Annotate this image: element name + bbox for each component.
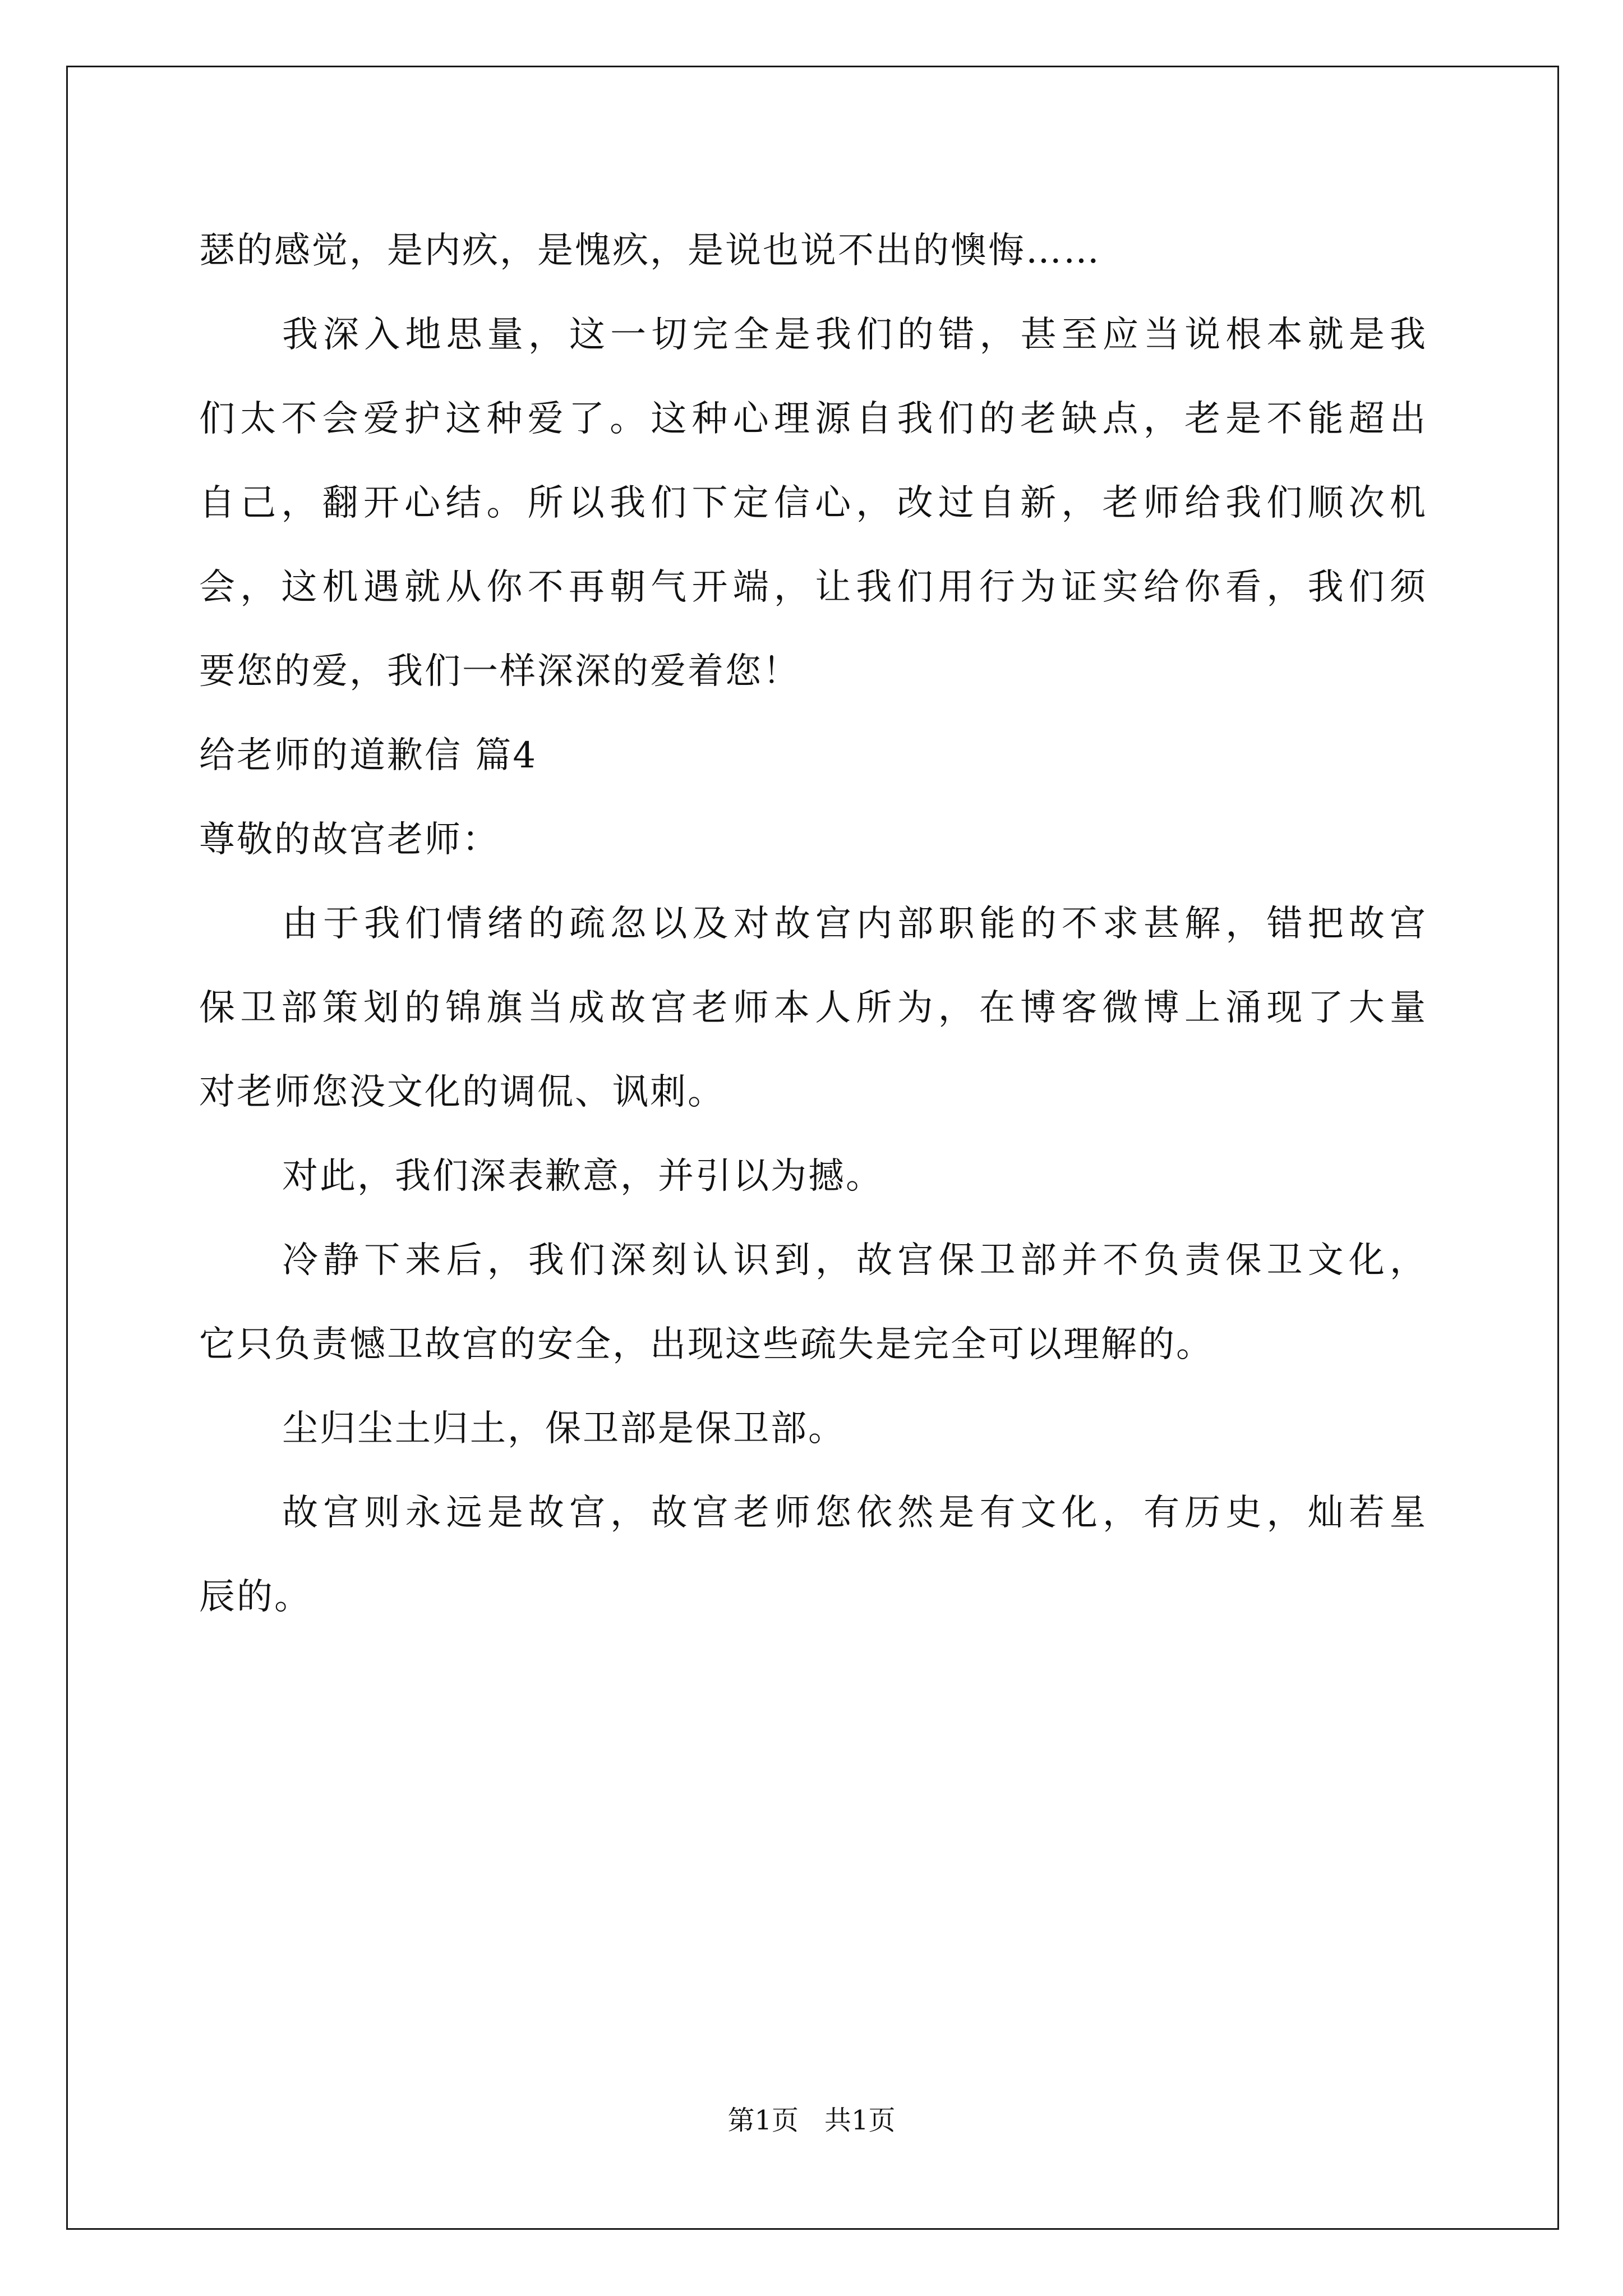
paragraph-line: 辰的。 (199, 1576, 312, 1618)
paragraph-line: 会，这机遇就从你不再朝气开端，让我们用行为证实给你看，我们须 (199, 567, 1427, 608)
paragraph-line: 由于我们情绪的疏忽以及对故宫内部职能的不求甚解，错把故宫 (282, 903, 1427, 945)
paragraph-line: 对老师您没文化的调侃、讽刺。 (199, 1071, 725, 1113)
paragraph-line: 冷静下来后，我们深刻认识到，故宫保卫部并不负责保卫文化， (282, 1240, 1427, 1281)
paragraph-line: 尘归尘土归土，保卫部是保卫部。 (282, 1408, 846, 1450)
section-heading: 给老师的道歉信 篇4 (199, 735, 538, 776)
paragraph-line: 对此，我们深表歉意，并引以为撼。 (282, 1156, 883, 1197)
paragraph-line: 我深入地思量，这一切完全是我们的错，甚至应当说根本就是我 (282, 314, 1427, 356)
paragraph-line: 要您的爱，我们一样深深的爱着您！ (199, 651, 800, 692)
page-total: 共1页 (824, 2105, 896, 2136)
paragraph-line: 们太不会爱护这种爱了。这种心理源自我们的老缺点，老是不能超出 (199, 398, 1427, 440)
paragraph-line: 瑟的感觉，是内疚，是愧疚，是说也说不出的懊悔…… (199, 230, 1101, 272)
document-body (199, 209, 1427, 1639)
paragraph-line: 它只负责憾卫故宫的安全，出现这些疏失是完全可以理解的。 (199, 1324, 1214, 1365)
paragraph-line: 保卫部策划的锦旗当成故宫老师本人所为，在博客微博上涌现了大量 (199, 987, 1427, 1029)
paragraph-line: 自己，翻开心结。所以我们下定信心，改过自新，老师给我们顺次机 (199, 482, 1427, 524)
page-number: 第1页 (727, 2105, 799, 2136)
salutation: 尊敬的故宫老师： (199, 819, 500, 861)
paragraph-line: 故宫则永远是故宫，故宫老师您依然是有文化，有历史，灿若星 (282, 1492, 1427, 1534)
page-footer (0, 2104, 1623, 2137)
